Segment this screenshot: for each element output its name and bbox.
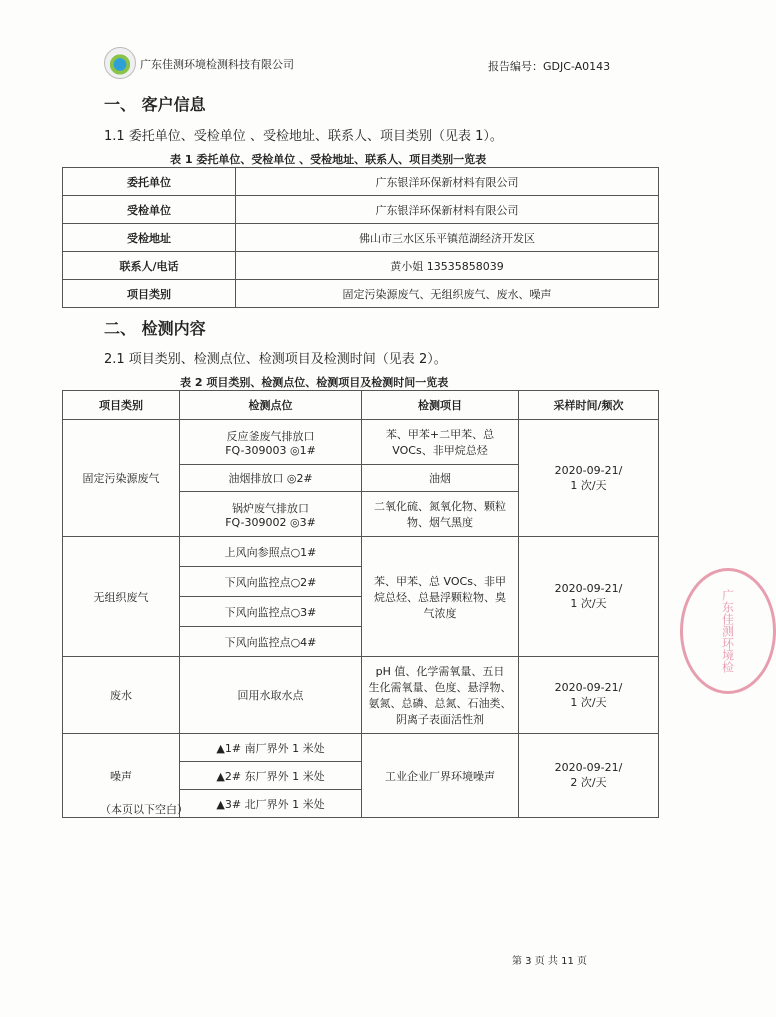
item-line: 物、烟气黑度 [407,516,473,529]
point-cell: 下风向监控点○4# [180,627,362,657]
blank-note: （本页以下空白） [100,803,188,816]
cell-value: 佛山市三水区乐平镇范湖经济开发区 [236,224,659,252]
item-line: 阴离子表面活性剂 [396,713,484,726]
point-cell [180,420,362,465]
category-cell: 废水 [63,657,180,734]
section-1-title: 一、 客户信息 [104,95,206,114]
table-row [63,420,659,465]
table-row [63,168,659,196]
time-line: 2020-09-21/ [554,582,623,595]
item-cell: 油烟 [362,465,519,492]
item-line: 苯、甲苯+二甲苯、总 [385,428,495,441]
point-line: FQ-309003 ◎1# [225,443,316,457]
time-cell [519,420,659,537]
point-cell [180,492,362,537]
item-line: pH 值、化学需氧量、五日 [375,665,505,678]
header-point: 检测点位 [180,391,362,420]
table-2-caption: 表 2 项目类别、检测点位、检测项目及检测时间一览表 [180,376,449,389]
time-cell [519,734,659,818]
cell-value: 广东银洋环保新材料有限公司 [236,168,659,196]
item-cell: 工业企业厂界环境噪声 [362,734,519,818]
item-line: 气浓度 [423,606,457,620]
table-row [63,537,659,567]
item-line: 二氧化硫、氮氧化物、颗粒 [374,500,506,513]
section-2-title: 二、 检测内容 [104,319,206,338]
table-row [63,657,659,734]
category-cell: 噪声 [63,734,180,818]
page-footer: 第 3 页 共 11 页 [512,956,587,967]
point-cell: ▲2# 东厂界外 1 米处 [180,762,362,790]
section-2-paragraph: 2.1 项目类别、检测点位、检测项目及检测时间（见表 2）。 [104,352,447,367]
point-line: 锅炉废气排放口 [232,501,309,515]
cell-value: 黄小姐 13535858039 [236,252,659,280]
cell-label: 受检单位 [63,196,236,224]
time-cell [519,537,659,657]
category-cell: 无组织废气 [63,537,180,657]
table-row [63,196,659,224]
header-item: 检测项目 [362,391,519,420]
table-header-row [63,391,659,420]
point-cell: 油烟排放口 ◎2# [180,465,362,492]
item-line: 苯、甲苯、总 VOCs、非甲 [374,574,506,588]
table-1-caption: 表 1 委托单位、受检单位 、受检地址、联系人、项目类别一览表 [170,153,487,166]
point-line: 反应釜废气排放口 [226,429,315,443]
point-cell: ▲3# 北厂界外 1 米处 [180,790,362,818]
table-row [63,224,659,252]
time-line: 2020-09-21/ [554,463,623,477]
item-cell [362,492,519,537]
section-1-paragraph: 1.1 委托单位、受检单位 、受检地址、联系人、项目类别（见表 1）。 [104,129,503,144]
category-cell: 固定污染源废气 [63,420,180,537]
time-line: 2020-09-21/ [554,680,623,694]
item-line: 氨氮、总磷、总氮、石油类、 [368,697,512,710]
time-line: 1 次/天 [570,478,607,492]
table-row [63,252,659,280]
header-category: 项目类别 [63,391,180,420]
item-cell [362,537,519,657]
item-cell [362,420,519,465]
item-line: 烷总烃、总悬浮颗粒物、臭 [374,590,506,604]
time-line: 2 次/天 [570,776,607,789]
cell-label: 项目类别 [63,280,236,308]
time-line: 2020-09-21/ [554,761,623,774]
header-time: 采样时间/频次 [519,391,659,420]
table-row [63,280,659,308]
item-line: VOCs、非甲烷总烃 [392,444,488,457]
report-number: 报告编号：GDJC-A0143 [488,60,611,73]
time-line: 1 次/天 [570,695,607,709]
point-cell: 下风向监控点○2# [180,567,362,597]
company-logo [104,47,136,79]
cell-value: 广东银洋环保新材料有限公司 [236,196,659,224]
time-line: 1 次/天 [570,597,607,610]
cell-label: 联系人/电话 [63,252,236,280]
table-row [63,734,659,762]
item-line: 生化需氧量、色度、悬浮物、 [368,681,512,694]
point-cell: 回用水取水点 [180,657,362,734]
cell-value: 固定污染源废气、无组织废气、废水、噪声 [236,280,659,308]
cell-label: 委托单位 [63,168,236,196]
company-name: 广东佳测环境检测科技有限公司 [140,58,294,71]
point-cell: 上风向参照点○1# [180,537,362,567]
point-line: FQ-309002 ◎3# [225,515,316,529]
seal-stamp: 广东佳测环境检 [680,568,776,694]
time-cell [519,657,659,734]
detection-table [62,390,659,818]
point-cell: 下风向监控点○3# [180,597,362,627]
point-cell: ▲1# 南厂界外 1 米处 [180,734,362,762]
item-cell [362,657,519,734]
cell-label: 受检地址 [63,224,236,252]
client-info-table [62,167,659,308]
